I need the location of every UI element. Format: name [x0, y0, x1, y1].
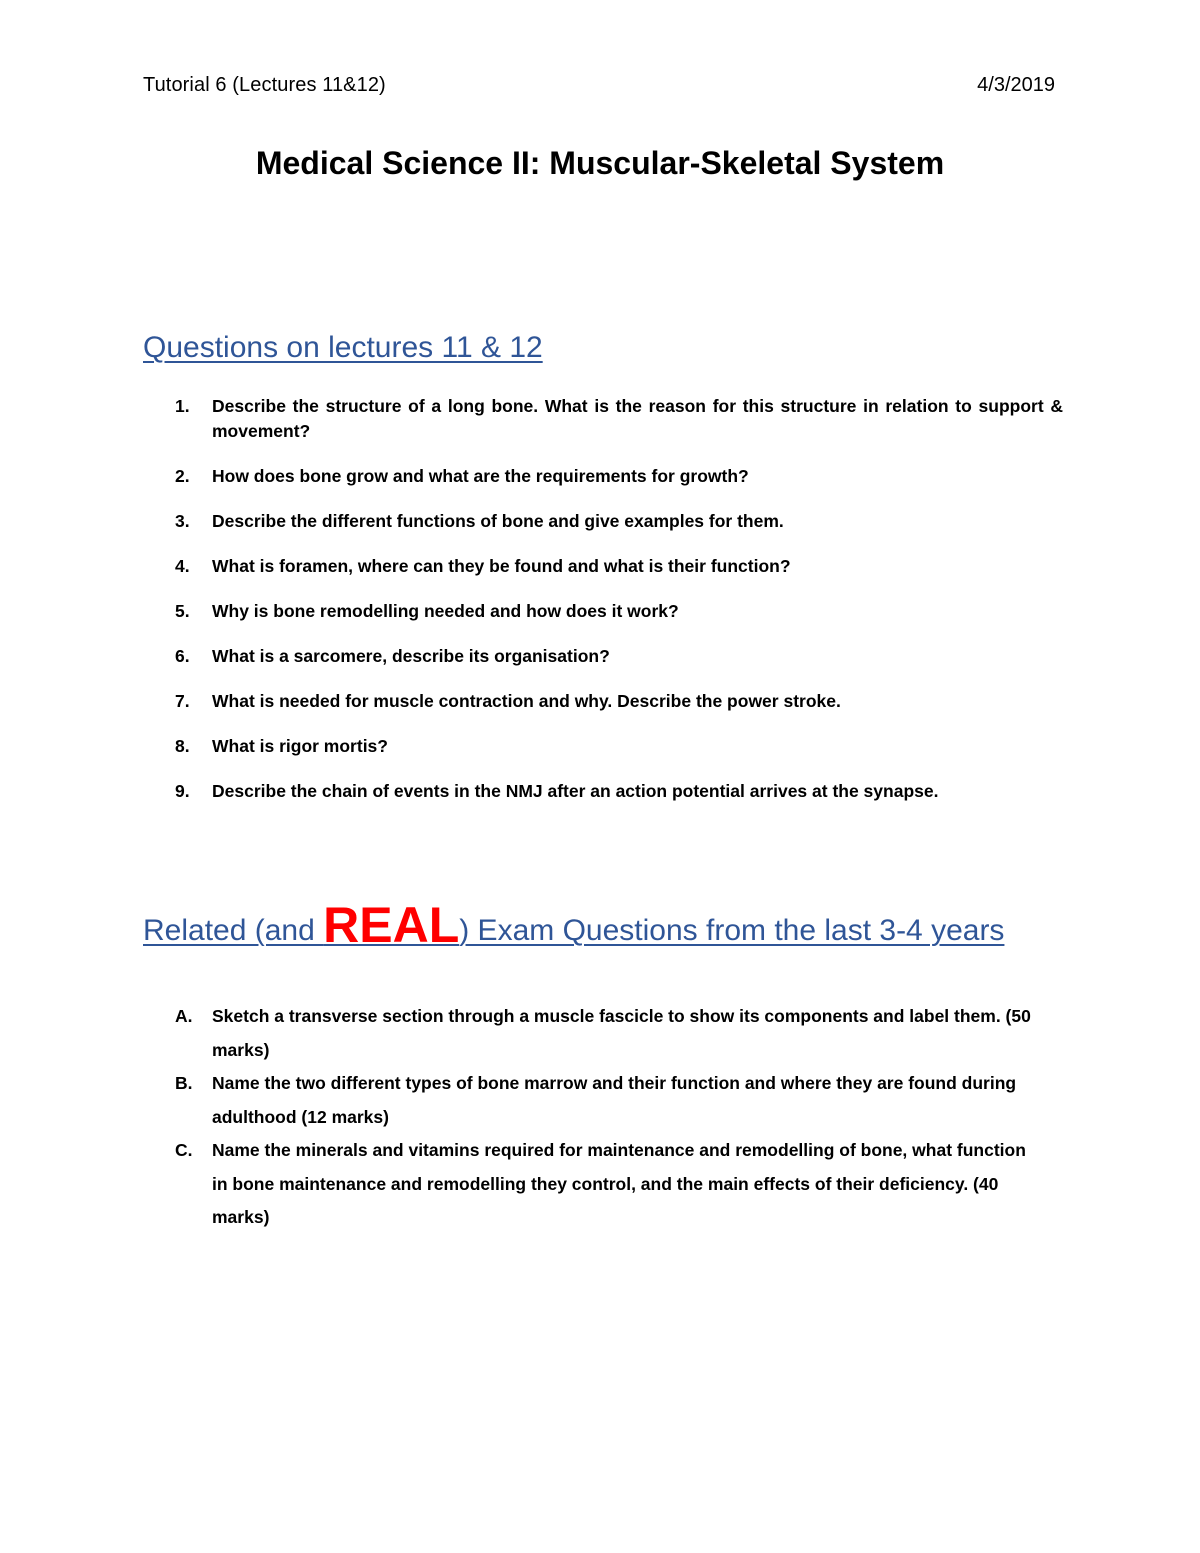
- list-item: [143, 509, 1063, 534]
- item-number: 4.: [175, 556, 190, 576]
- item-text: Why is bone remodelling needed and how does it work?: [212, 601, 679, 621]
- header-date: 4/3/2019: [977, 74, 1055, 96]
- heading-text-before: Related (and: [143, 914, 324, 947]
- list-item: [143, 689, 1063, 714]
- item-number: 6.: [175, 646, 190, 666]
- item-number: 9.: [175, 781, 190, 801]
- item-text: Name the minerals and vitamins required for maintenance and remodelling of bone, what function in bone maintenance and remodelling they control, and the main effects of their deficiency. (40 marks): [212, 1140, 1026, 1227]
- list-item: [143, 1000, 1063, 1067]
- item-number: 3.: [175, 511, 190, 531]
- item-letter: A.: [175, 1006, 193, 1026]
- item-number: 7.: [175, 691, 190, 711]
- item-text: What is foramen, where can they be found and what is their function?: [212, 556, 791, 576]
- list-item: [143, 554, 1063, 579]
- item-number: 2.: [175, 466, 190, 486]
- item-text: What is rigor mortis?: [212, 736, 388, 756]
- list-item: [143, 779, 1063, 804]
- item-letter: B.: [175, 1073, 193, 1093]
- list-item: [143, 1134, 1063, 1235]
- item-text: Describe the structure of a long bone. What is the reason for this structure in relation to support & movement?: [212, 396, 1063, 441]
- list-item: [143, 734, 1063, 759]
- item-text: What is needed for muscle contraction and why. Describe the power stroke.: [212, 691, 841, 711]
- item-text: Sketch a transverse section through a muscle fascicle to show its components and label them. (50 marks): [212, 1006, 1031, 1060]
- document-title: Medical Science II: Muscular-Skeletal System: [255, 145, 945, 181]
- list-item: [143, 1067, 1063, 1134]
- item-text: Name the two different types of bone marrow and their function and where they are found during adulthood (12 marks): [212, 1073, 1017, 1127]
- item-text: Describe the different functions of bone and give examples for them.: [212, 511, 784, 531]
- exam-questions-list: [143, 1000, 1063, 1235]
- list-item: [143, 599, 1063, 624]
- list-item: [143, 644, 1063, 669]
- heading-emphasis-real: REAL: [323, 897, 460, 953]
- item-letter: C.: [175, 1140, 193, 1160]
- item-number: 5.: [175, 601, 190, 621]
- list-item: [143, 464, 1063, 489]
- item-text: Describe the chain of events in the NMJ after an action potential arrives at the synapse.: [212, 781, 939, 801]
- item-number: 8.: [175, 736, 190, 756]
- section-heading-lecture-questions: Questions on lectures 11 & 12: [143, 331, 543, 364]
- item-number: 1.: [175, 396, 190, 416]
- lecture-questions-list: [143, 394, 1063, 824]
- item-text: How does bone grow and what are the requirements for growth?: [212, 466, 749, 486]
- section-heading-exam-questions: [143, 896, 1004, 954]
- item-text: What is a sarcomere, describe its organisation?: [212, 646, 610, 666]
- list-item: [143, 394, 1063, 444]
- header-tutorial-label: Tutorial 6 (Lectures 11&12): [143, 74, 386, 96]
- heading-text-after: ) Exam Questions from the last 3-4 years: [459, 914, 1005, 947]
